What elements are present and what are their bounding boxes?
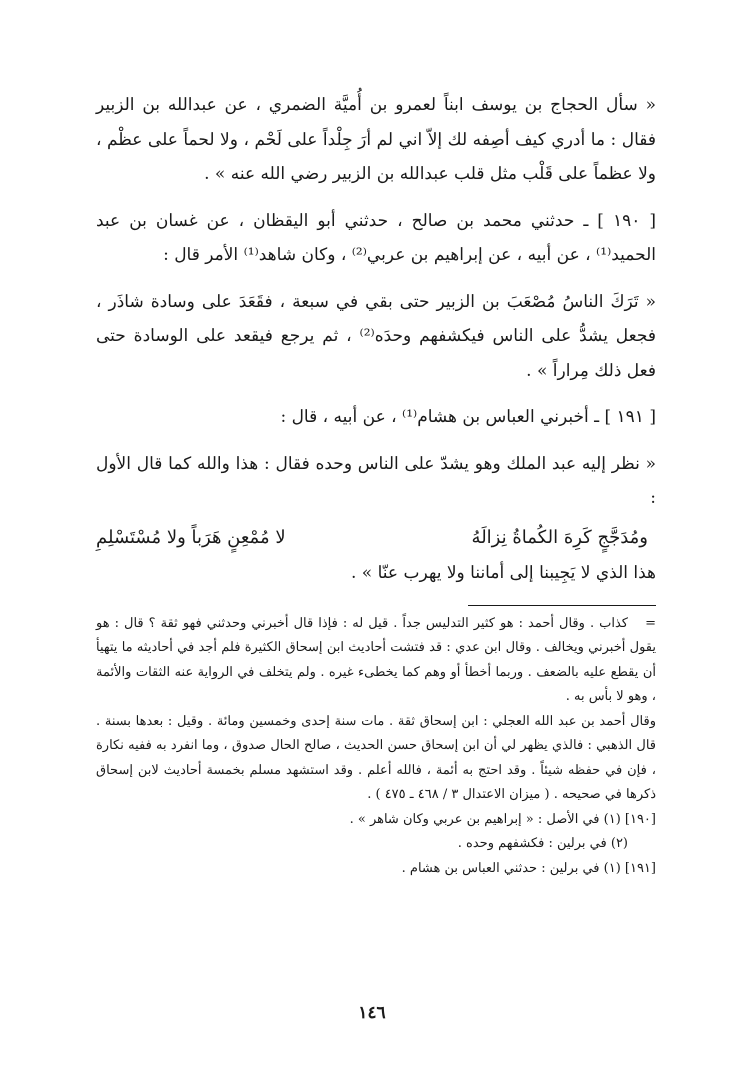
footnotes [96,612,656,882]
footnote-190-1: [١٩٠] (١) في الأصل : « إبراهيم بن عربي وكان شاهر » . [349,811,656,827]
paragraph-191: [ ١٩١ ] ـ أخبرني العباس بن هشام⁽¹⁾ ، عن أبيه ، قال : [280,407,656,427]
footnote-continued-2: وقال أحمد بن عبد الله العجلي : ابن إسحاق ثقة . مات سنة إحدى وخمسين ومائة . وقيل : بعدها بسنة . قال الذهبي : فالذي يظهر لي أن ابن إسحاق حسن الحديث ، صالح الحال صدوق ، وما انفرد به ففيه نكارة ، فإن في حفظه شيئاً . وقد احتج به أئمة ، فالله أعلم . وقد استشهد مسلم بخمسة أحاديث لابن إسحاق ذكرها في صحيحه . ( ميزان الاعتدال ٣ / ٤٦٨ ـ ٤٧٥ ) . [96,713,656,802]
paragraph-closing: هذا الذي لا يَجِيبنا إلى أماننا ولا يهرب عنّا » . [351,562,656,583]
poem-verse [96,518,656,558]
main-text [96,88,656,588]
verse-hemistich-second: لا مُمْعِنٍ هَرَباً ولا مُسْتَسْلِمِ [96,526,286,548]
page-number: ١٤٦ [358,1003,386,1023]
paragraph-musab: « تَرَكَ الناسُ مُصْعَبَ بن الزبير حتى بقي في سبعة ، فقَعَدَ على وسادة شاذَر ، فجعل يشدُّ على الناس فيكشفهم وحدَه⁽²⁾ ، ثم يرجع فيقعد على الوسادة حتى فعل ذلك مِراراً » . [96,291,656,381]
verse-hemistich-first: ومُدَجَّجٍ كَرِهَ الكُماةُ نِزالَهُ [471,526,648,548]
footnote-191-1: [١٩١] (١) في برلين : حدثني العباس بن هشام . [401,860,656,876]
paragraph-hajjaj: « سأل الحجاج بن يوسف ابناً لعمرو بن أُميَّة الضمري ، عن عبدالله بن الزبير فقال : ما أدري كيف أصِفه لك إلاّ اني لم أرَ جِلْداً على لَحْم ، ولا لحماً على عظْم ، ولا عظماً على قَلْب مثل قلب عبدالله بن الزبير رضي الله عنه » . [96,95,657,184]
footnote-190-2: (٢) في برلين : فكشفهم وحده . [457,836,628,851]
footnote-divider [468,605,656,606]
continuation-mark: = [645,615,656,631]
paragraph-190: [ ١٩٠ ] ـ حدثني محمد بن صالح ، حدثني أبو اليقظان ، عن غسان بن عبد الحميد⁽¹⁾ ، عن أبيه ، عن إبراهيم بن عربي⁽²⁾ ، وكان شاهد⁽¹⁾ الأمر قال : [96,210,656,265]
page-body [96,88,656,881]
paragraph-abdulmalik: « نظر إليه عبد الملك وهو يشدّ على الناس وحده فقال : هذا والله كما قال الأول : [96,453,656,508]
footnote-continued [96,612,656,710]
footnote-text: كذاب . وقال أحمد : هو كثير التدليس جداً . قيل له : فإذا قال أخبرني وحدثني فهو ثقة ؟ قال : هو يقول أخبرني ويخالف . وقال ابن عدي : قد فتشت أحاديث ابن إسحاق الكثيرة فلم أجد في أحاديثه ما يتهيأ أن يقطع عليه بالضعف . وربما أخطأ أو وهم كما يخطىء غيره . ولم يتخلف في الرواية عنه الثقات والأئمة ، وهو لا بأس به . [96,615,656,704]
